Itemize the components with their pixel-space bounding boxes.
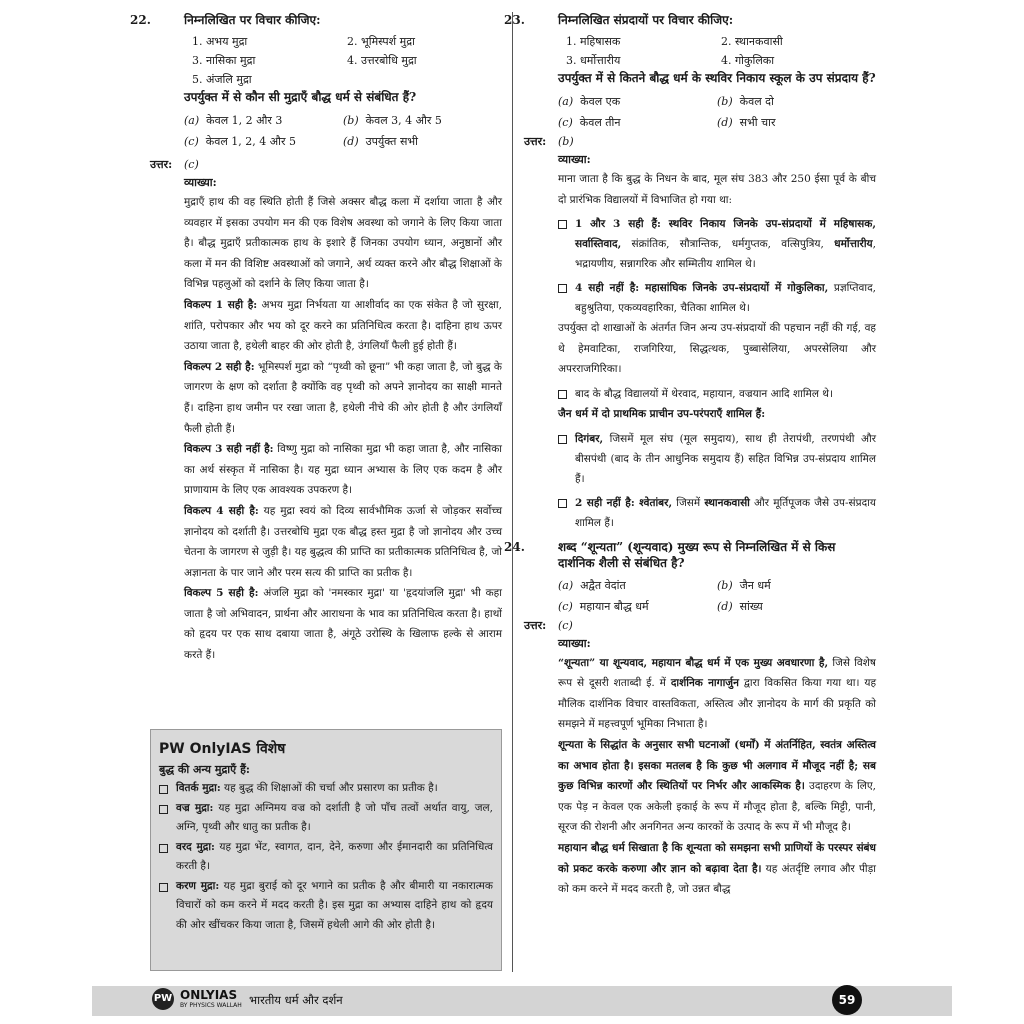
pw-onlyias-special-box	[150, 729, 502, 971]
option: (b) केवल 3, 4 और 5	[343, 114, 442, 127]
option: (a) केवल एक	[558, 95, 621, 108]
explanation-paragraph: “शून्यता” या शून्यवाद, महायान बौद्ध धर्म में एक मुख्य अवधारणा है, जिसे विशेष रूप से दूसरी शताब्दी ई. में दार्शनिक नागार्जुन द्वारा विकसित किया गया था। यह मौलिक दार्शनिक विचार वास्तविकता, अस्तित्व और ज्ञानोदय के मार्ग की प्रकृति को समझने में महत्त्वपूर्ण भूमिका निभाता है।	[558, 656, 877, 731]
answer-line	[524, 617, 876, 635]
special-title: PW OnlyIAS विशेष	[159, 741, 286, 757]
option: (c) महायान बौद्ध धर्म	[558, 599, 649, 613]
question-24	[504, 539, 876, 571]
statement-item: 5. अंजलि मुद्रा	[192, 73, 252, 86]
explanation-point: विकल्प 4 सही है: यह मुद्रा स्वयं को दिव्य सार्वभौमिक ऊर्जा से जोड़कर सर्वोच्च ज्ञानोदय को दर्शाती है। उत्तरबोधि मुद्रा एक बौद्ध हस्त मुद्रा है जो ज्ञानोदय और उच्च चेतना के जागरण से जुड़ी है। यह बुद्धत्व की प्राप्ति का प्रतीकात्मक प्रतिनिधित्व है, जो अज्ञानता के पार जाने और परम सत्य की प्राप्ति का प्रतीक है।	[184, 504, 502, 579]
answer-value: (c)	[558, 618, 573, 632]
special-item: वज्र मुद्रा: यह मुद्रा अग्निमय वज्र को दर्शाती है जो पाँच तत्वों अर्थात वायु, जल, अग्नि, पृथ्वी और धातु का प्रतीक है।	[159, 799, 493, 838]
question-number: 23.	[504, 13, 525, 27]
question-text: निम्नलिखित संप्रदायों पर विचार कीजिए:	[558, 13, 734, 27]
statement-list	[566, 32, 876, 70]
explanation-bullet: बाद के बौद्ध विद्यालयों में थेरवाद, महायान, वज्रयान आदि शामिल थे।	[558, 384, 876, 404]
jain-heading: जैन धर्म में दो प्राथमिक प्राचीन उप-परंपराएँ शामिल हैं:	[558, 407, 766, 420]
statement-item: 4. उत्तरबोधि मुद्रा	[347, 54, 417, 67]
left-column	[130, 12, 502, 666]
question-text: निम्नलिखित पर विचार कीजिए:	[184, 13, 321, 27]
answer-value: (b)	[558, 135, 574, 148]
checkbox-icon	[558, 435, 567, 444]
brand-name: ONLYIAS	[180, 988, 238, 1002]
option: (b) केवल दो	[717, 95, 774, 108]
statement-item: 3. नासिका मुद्रा	[192, 54, 256, 67]
explanation-bullet: दिगंबर, जिसमें मूल संघ (मूल समुदाय), साथ ही तेरापंथी, तरणपंथी और बीसपंथी (बाद के तीन आधुनिक समुदाय हैं) सहित विभिन्न उप-संप्रदाय शामिल हैं।	[558, 429, 876, 489]
option: (d) उपर्युक्त सभी	[343, 135, 418, 148]
statement-item: 3. धर्मोत्तारीय	[566, 54, 621, 67]
question-22	[130, 12, 502, 28]
explanation-point: विकल्प 5 सही है: अंजलि मुद्रा को 'नमस्कार मुद्रा' या 'हृदयांजलि मुद्रा' भी कहा जाता है जो अभिवादन, प्रार्थना और आराधना के भाव का प्रतिनिधित्व करता है। हाथों को हृदय पर एक साथ दबाया जाता है, अंगूठे उरोस्थि के खिलाफ हल्के से आराम करते हैं।	[184, 587, 502, 662]
statement-item: 1. महिषासक	[566, 35, 621, 48]
explanation-label: व्याख्या:	[184, 176, 217, 189]
special-subtitle: बुद्ध की अन्य मुद्राएँ हैं:	[159, 763, 250, 776]
explanation-paragraph: शून्यता के सिद्धांत के अनुसार सभी घटनाओं (धर्मों) में अंतर्निहित, स्वतंत्र अस्तित्व का अभाव होता है। इसका मतलब है कि कुछ भी अलगाव में मौजूद नहीं है; सब कुछ विभिन्न कारणों और स्थितियों पर निर्भर और आकस्मिक है। उदाहरण के लिए, एक पेड़ न केवल एक अकेली इकाई के रूप में मौजूद होता है, बल्कि मिट्टी, पानी, सूरज की रोशनी और अनगिनत अन्य कारकों के उत्पाद के रूप में भी मौजूद है।	[558, 738, 876, 834]
explanation-intro: मुद्राएँ हाथ की वह स्थिति होती हैं जिसे अक्सर बौद्ध कला में दर्शाया जाता है और व्यवहार में इसका उपयोग मन की एक विशेष अवस्था को जगाने के लिए किया जाता है। बौद्ध मुद्राएँ प्रतीकात्मक हाथ के इशारे हैं जिनका उपयोग ध्यान, अनुष्ठानों और कला में मन की विशिष्ट अवस्थाओं को जगाने, अर्थ व्यक्त करने और बौद्ध शिक्षाओं के विभिन्न पहलुओं को दर्शाने के लिए किया जाता है।	[184, 196, 502, 291]
checkbox-icon	[558, 499, 567, 508]
explanation-paragraph: उपर्युक्त दो शाखाओं के अंतर्गत जिन अन्य उप-संप्रदायों की पहचान नहीं की गई, वह थे हेमवाटिका, राजगिरिया, सिद्धत्थक, पुब्बासेलिया, अपरसेलिया और अपरराजगिरिका।	[558, 322, 876, 376]
explanation-point: विकल्प 1 सही है: अभय मुद्रा निर्भयता या आशीर्वाद का एक संकेत है जो सुरक्षा, शांति, परोपकार और भय को दूर करने का प्रतिनिधित्व करता है। दाहिना हाथ ऊपर उठाया जाता है, हथेली बाहर की ओर होती है, उंगलियाँ फैली हुई होती हैं।	[184, 298, 502, 353]
explanation-bullet: 1 और 3 सही हैं: स्थविर निकाय जिनके उप-संप्रदायों में महिषासक, सर्वास्तिवाद, संक्रांतिक, सौत्रान्तिक, धर्मगुप्तक, वत्सिपुत्रिय, धर्मोत्तारीय, भद्रायणीय, सन्नागरिक और सम्मितीय शामिल थे।	[558, 214, 876, 274]
explanation-paragraph: महायान बौद्ध धर्म सिखाता है कि शून्यता को समझना सभी प्राणियों के परस्पर संबंध को प्रकट करके करुणा और ज्ञान को बढ़ावा देता है। यह अंतर्दृष्टि लगाव और पीड़ा को कम करने में मदद करती है, जो उन्नत बौद्ध	[558, 841, 876, 896]
statement-item: 1. अभय मुद्रा	[192, 35, 248, 48]
checkbox-icon	[558, 284, 567, 293]
statement-item: 2. स्थानकवासी	[721, 35, 783, 48]
options-grid	[184, 110, 502, 152]
options-grid	[558, 91, 876, 133]
question-number: 24.	[504, 539, 525, 554]
option: (d) सभी चार	[717, 116, 776, 129]
statement-item: 2. भूमिस्पर्श मुद्रा	[347, 35, 415, 48]
option: (a) अद्वैत वेदांत	[558, 578, 626, 592]
explanation-label: व्याख्या:	[558, 636, 591, 650]
statement-item: 4. गोकुलिका	[721, 54, 775, 67]
options-grid	[558, 575, 876, 617]
special-item: करण मुद्रा: यह मुद्रा बुराई को दूर भगाने का प्रतीक है और बीमारी या नकारात्मक विचारों को कम करने में मदद करती है। इस मुद्रा का अभ्यास दाहिने हाथ को हृदय की ओर खींचकर किया जाता है, जिसमें हथेली आगे की ओर होती है।	[159, 877, 493, 936]
brand-tagline: BY PHYSICS WALLAH	[180, 1002, 242, 1009]
checkbox-icon	[558, 220, 567, 229]
answer-line	[150, 156, 502, 174]
special-item: वितर्क मुद्रा: यह बुद्ध की शिक्षाओं की चर्चा और प्रसारण का प्रतीक है।	[159, 779, 493, 799]
right-column	[504, 12, 877, 900]
option: (c) केवल तीन	[558, 116, 621, 129]
checkbox-icon	[159, 805, 168, 814]
answer-label: उत्तर:	[524, 135, 547, 148]
page-footer	[92, 986, 952, 1016]
checkbox-icon	[159, 883, 168, 892]
checkbox-icon	[159, 785, 168, 794]
column-divider	[512, 12, 513, 972]
option: (a) केवल 1, 2 और 3	[184, 114, 283, 127]
checkbox-icon	[159, 844, 168, 853]
question-text: शब्द “शून्यता” (शून्यवाद) मुख्य रूप से निम्नलिखित में से किस दार्शनिक शैली से संबंधित है?	[558, 539, 836, 570]
answer-value: (c)	[184, 158, 199, 171]
question-number: 22.	[130, 13, 151, 27]
question-prompt: उपर्युक्त में से कौन सी मुद्राएँ बौद्ध धर्म से संबंधित हैं?	[184, 90, 417, 104]
question-23	[504, 12, 876, 28]
option: (d) सांख्य	[717, 599, 763, 613]
option: (c) केवल 1, 2, 4 और 5	[184, 135, 296, 148]
answer-label: उत्तर:	[524, 618, 547, 632]
checkbox-icon	[558, 390, 567, 399]
question-prompt: उपर्युक्त में से कितने बौद्ध धर्म के स्थविर निकाय स्कूल के उप संप्रदाय हैं?	[558, 71, 876, 85]
explanation-intro: माना जाता है कि बुद्ध के निधन के बाद, मूल संघ 383 और 250 ईसा पूर्व के बीच दो प्रारंभिक विद्यालयों में विभाजित हो गया था:	[558, 173, 876, 206]
pw-logo-icon: PW	[152, 988, 174, 1010]
book-title: भारतीय धर्म और दर्शन	[249, 993, 343, 1007]
option: (b) जैन धर्म	[717, 578, 771, 592]
explanation-bullet: 2 सही नहीं है: श्वेतांबर, जिसमें स्थानकवासी और मूर्तिपूजक जैसे उप-संप्रदाय शामिल हैं।	[558, 493, 876, 533]
explanation-bullet: 4 सही नहीं है: महासांघिक जिनके उप-संप्रदायों में गोकुलिका, प्रज्ञप्तिवाद, बहुश्रुतिया, एकव्यवहारिका, चैतिका शामिल थे।	[558, 278, 876, 318]
special-item: वरद मुद्रा: यह मुद्रा भेंट, स्वागत, दान, देने, करुणा और ईमानदारी का प्रतिनिधित्व करती है।	[159, 838, 493, 877]
answer-label: उत्तर:	[150, 158, 173, 171]
explanation-label: व्याख्या:	[558, 153, 591, 166]
explanation-point: विकल्प 2 सही है: भूमिस्पर्श मुद्रा को “पृथ्वी को छूना” भी कहा जाता है, जो बुद्ध के जागरण के क्षण को दर्शाता है क्योंकि वह पृथ्वी को अपने ज्ञानोदय का साक्षी मानते हैं। दाहिना हाथ जमीन पर रखा जाता है, हथेली नीचे की ओर होती है और उंगलियाँ फैली होती हैं।	[184, 360, 502, 435]
explanation-point: विकल्प 3 सही नहीं है: विष्णु मुद्रा को नासिका मुद्रा भी कहा जाता है, और नासिका का अर्थ संस्कृत में नासिका है। यह मुद्रा ध्यान अभ्यास के लिए एक कदम है और प्राणायाम के लिए एक आवश्यक उपकरण है।	[184, 443, 502, 497]
page-number: 59	[832, 985, 862, 1015]
statement-list	[192, 32, 502, 89]
answer-line	[524, 133, 876, 151]
